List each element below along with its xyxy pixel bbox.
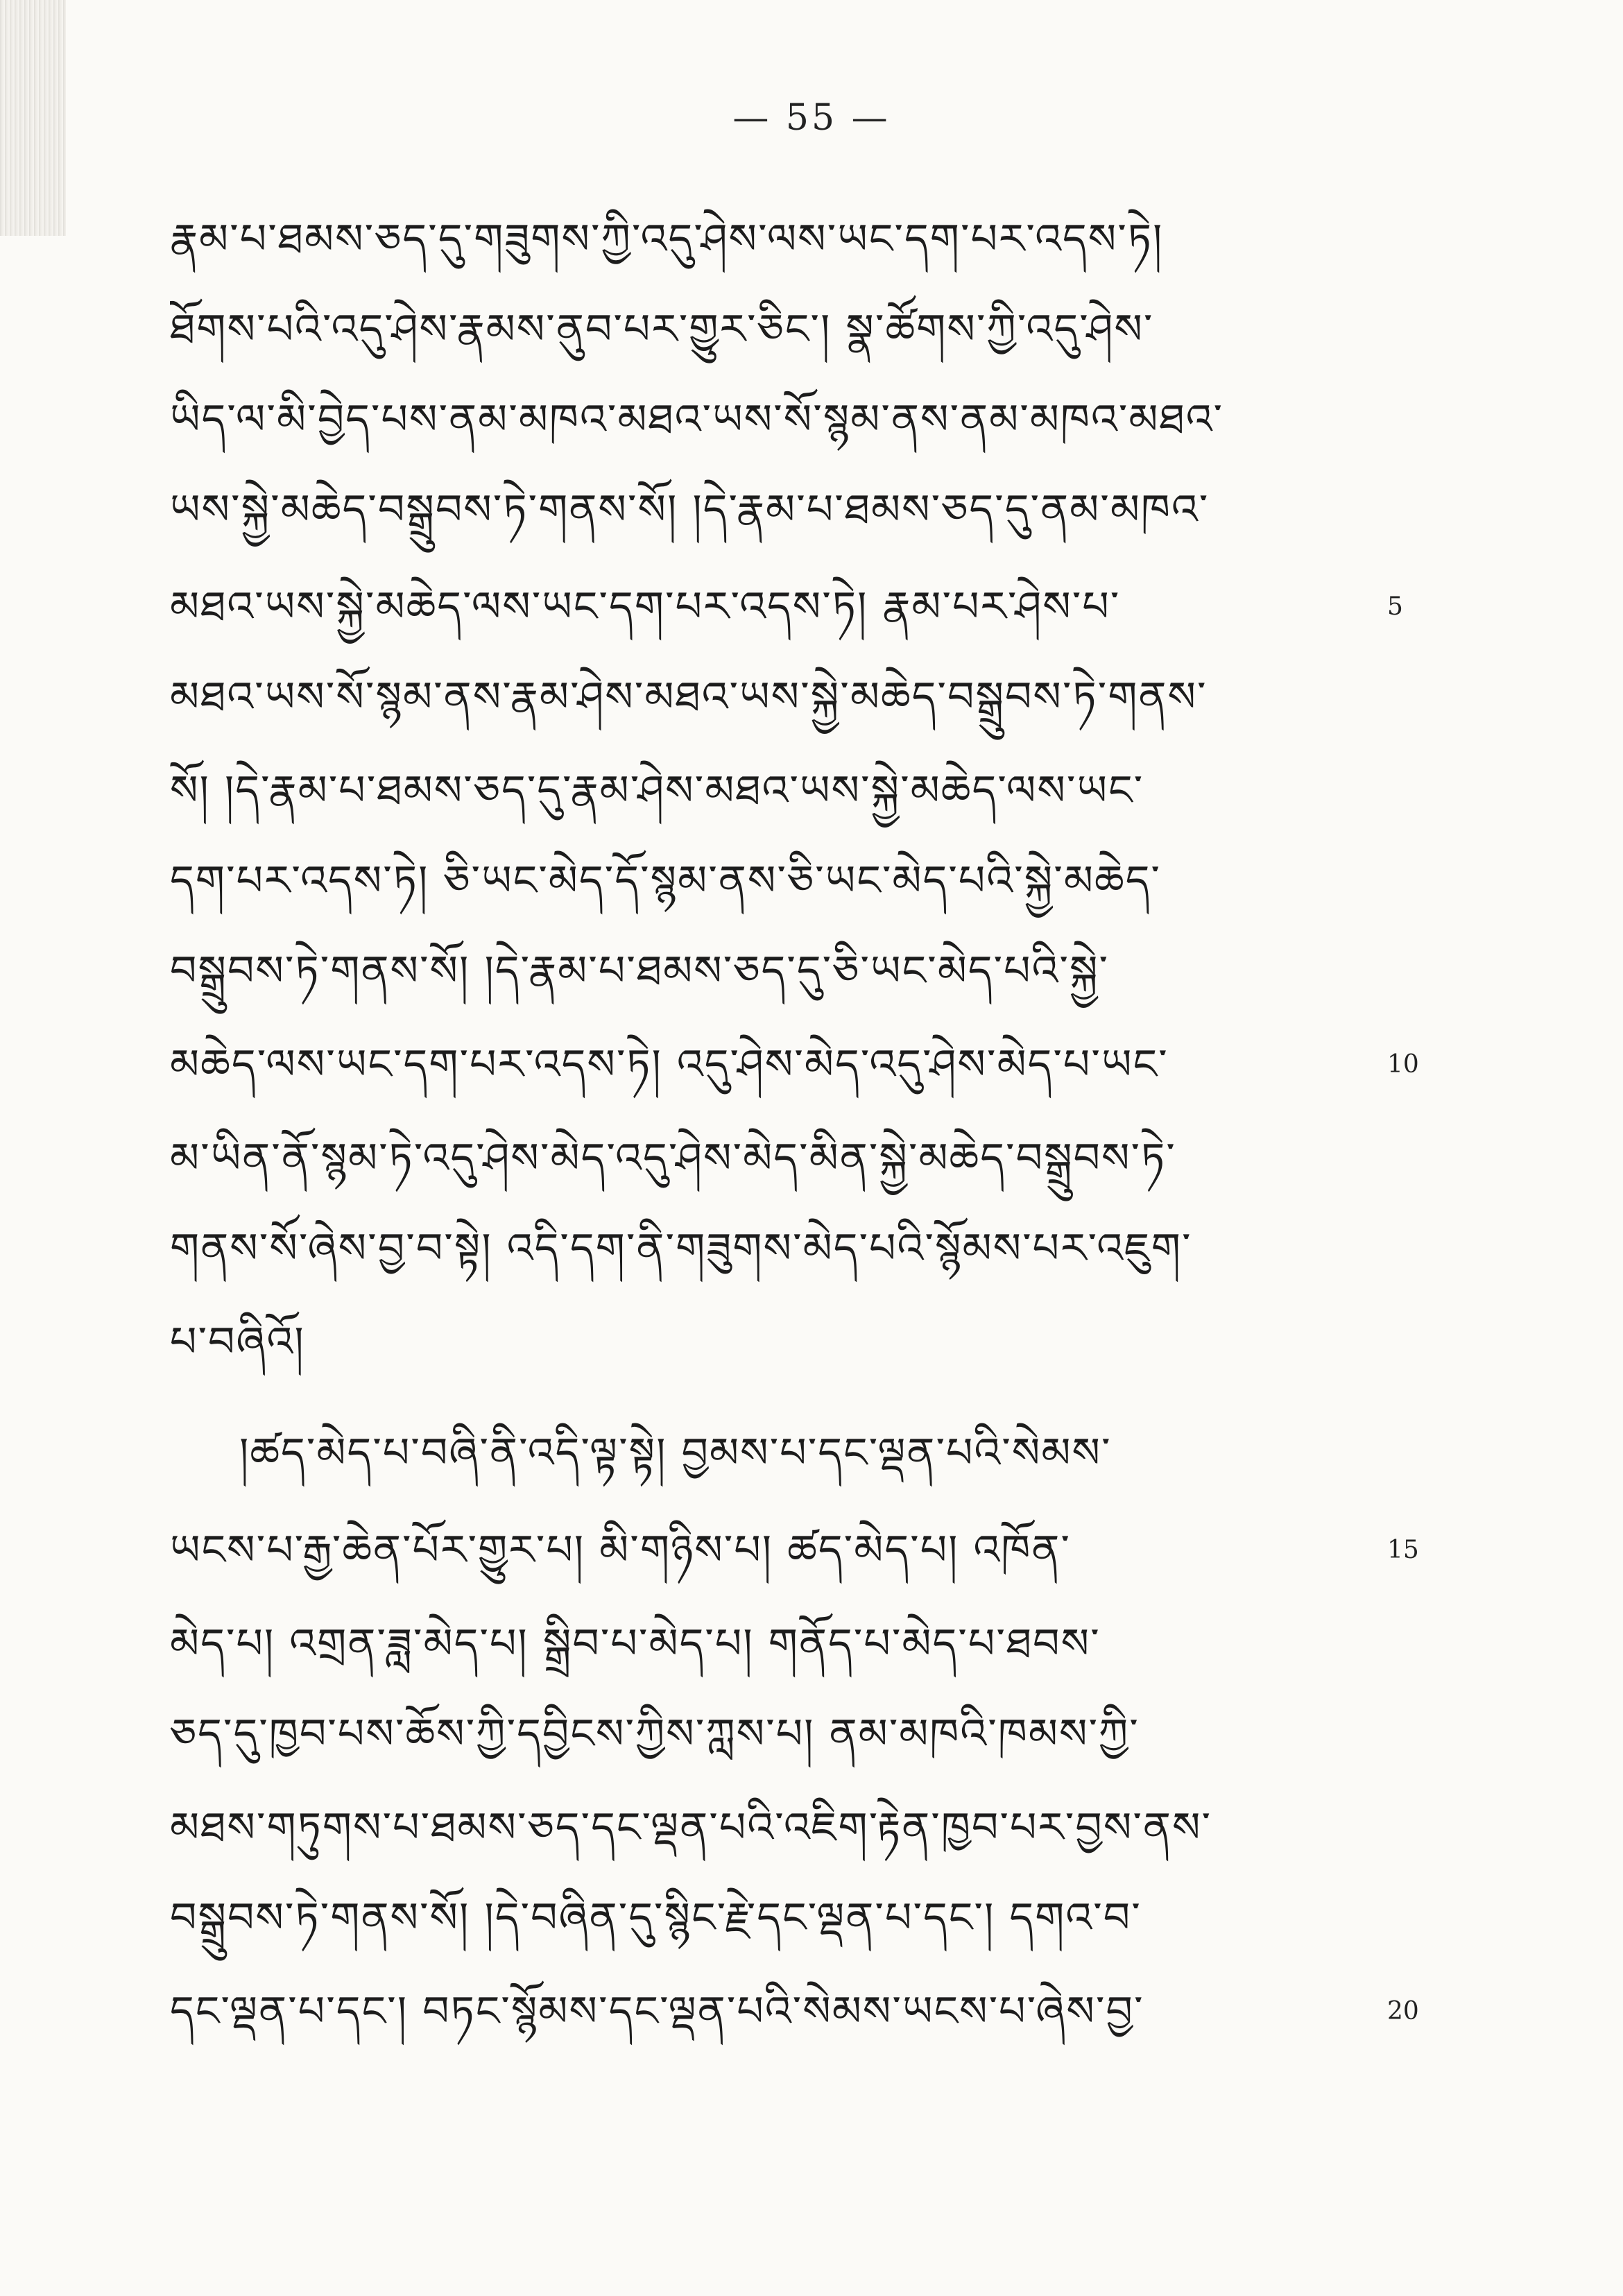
text-line: བསྒྲུབས་ཏེ་གནས་སོ། །དེ་བཞིན་དུ་སྙིང་རྗེ་དང་ལྡན་པ་དང་། དགའ་བ་ [170, 1894, 1142, 1942]
line-number: 10 [1387, 1050, 1419, 1079]
line-number: 15 [1387, 1536, 1419, 1564]
text-line: ཡས་སྐྱེ་མཆེད་བསྒྲུབས་ཏེ་གནས་སོ། །དེ་རྣམ་པ་ཐམས་ཅད་དུ་ནམ་མཁའ་ [170, 486, 1210, 534]
text-line: མཐའ་ཡས་སོ་སྙམ་ནས་རྣམ་ཤེས་མཐའ་ཡས་སྐྱེ་མཆེད་བསྒྲུབས་ཏེ་གནས་ [170, 673, 1208, 721]
text-line: མཆེད་ལས་ཡང་དག་པར་འདས་ཏེ། འདུ་ཤེས་མེད་འདུ་ཤེས་མེད་པ་ཡང་ [170, 1040, 1169, 1089]
text-line: ཡིད་ལ་མི་བྱེད་པས་ནམ་མཁའ་མཐའ་ཡས་སོ་སྙམ་ནས་ནམ་མཁའ་མཐའ་ [170, 395, 1224, 444]
text-line: ཅད་དུ་ཁྱབ་པས་ཆོས་ཀྱི་དབྱིངས་ཀྱིས་ཀླས་པ། ནམ་མཁའི་ཁམས་ཀྱི་ [170, 1710, 1140, 1758]
text-line: ཡངས་པ་རྒྱ་ཆེན་པོར་གྱུར་པ། མི་གཉིས་པ། ཚད་མེད་པ། འཁོན་ [170, 1526, 1071, 1575]
page-number: — 55 — [732, 97, 891, 139]
text-line: །ཚད་མེད་པ་བཞི་ནི་འདི་ལྟ་སྟེ། བྱམས་པ་དང་ལྡན་པའི་སེམས་ [239, 1429, 1112, 1477]
text-line: པ་བཞིའོ། [170, 1318, 305, 1367]
text-line: སོ། །དེ་རྣམ་པ་ཐམས་ཅད་དུ་རྣམ་ཤེས་མཐའ་ཡས་སྐྱེ་མཆེད་ལས་ཡང་ [170, 766, 1144, 815]
text-line: མ་ཡིན་ནོ་སྙམ་ཏེ་འདུ་ཤེས་མེད་འདུ་ཤེས་མེད་མིན་སྐྱེ་མཆེད་བསྒྲུབས་ཏེ་ [170, 1134, 1176, 1183]
line-number: 5 [1387, 592, 1403, 621]
line-number: 20 [1387, 1997, 1419, 2025]
text-line: ཐོགས་པའི་འདུ་ཤེས་རྣམས་ནུབ་པར་གྱུར་ཅིང་། སྣ་ཚོགས་ཀྱི་འདུ་ཤེས་ [170, 305, 1154, 354]
text-line: མེད་པ། འགྲན་ཟླ་མེད་པ། སྒྲིབ་པ་མེད་པ། གནོད་པ་མེད་པ་ཐབས་ [170, 1620, 1101, 1668]
text-line: མཐའ་ཡས་སྐྱེ་མཆེད་ལས་ཡང་དག་པར་འདས་ཏེ། རྣམ་པར་ཤེས་པ་ [170, 583, 1121, 631]
text-line: དག་པར་འདས་ཏེ། ཅི་ཡང་མེད་དོ་སྙམ་ནས་ཅི་ཡང་མེད་པའི་སྐྱེ་མཆེད་ [170, 857, 1162, 905]
text-line: རྣམ་པ་ཐམས་ཅད་དུ་གཟུགས་ཀྱི་འདུ་ཤེས་ལས་ཡང་དག་པར་འདས་ཏེ། [170, 215, 1164, 264]
text-line: བསྒྲུབས་ཏེ་གནས་སོ། །དེ་རྣམ་པ་ཐམས་ཅད་དུ་ཅི་ཡང་མེད་པའི་སྐྱེ་ [170, 947, 1110, 995]
text-line: མཐས་གཏུགས་པ་ཐམས་ཅད་དང་ལྡན་པའི་འཇིག་རྟེན་ཁྱབ་པར་བྱས་ནས་ [170, 1804, 1212, 1852]
text-line: གནས་སོ་ཞེས་བྱ་བ་སྟེ། འདི་དག་ནི་གཟུགས་མེད་པའི་སྙོམས་པར་འཇུག་ [170, 1224, 1192, 1273]
text-line: དང་ལྡན་པ་དང་། བཏང་སྙོམས་དང་ལྡན་པའི་སེམས་ཡངས་པ་ཞེས་བྱ་ [170, 1987, 1144, 2036]
